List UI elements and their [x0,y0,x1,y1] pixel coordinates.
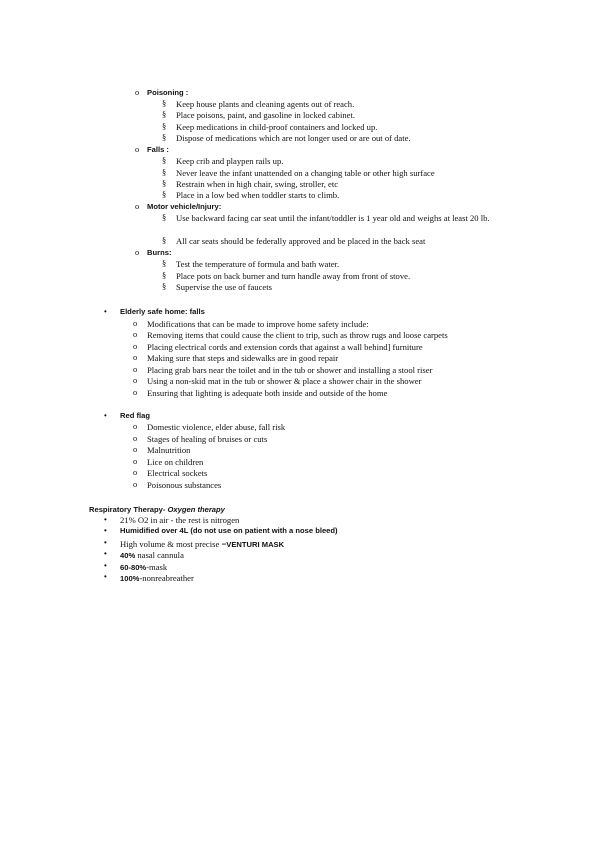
poisoning-heading: Poisoning : [147,88,189,97]
bullet-icon: • [104,307,107,316]
section-bullet-icon: § [162,168,167,177]
circle-bullet-icon: o [135,88,140,97]
list-item: Dispose of medications which are not longer used or are out of date. [176,133,411,143]
list-item-bold: 100% [120,574,140,583]
circle-bullet-icon: o [135,202,140,211]
list-item: Use backward facing car seat until the infant/toddler is 1 year old and weighs at least 20 lb. [176,213,490,223]
section-bullet-icon: § [162,122,167,131]
bullet-icon: • [104,538,107,547]
list-item: Poisonous substances [147,480,222,490]
list-item: Modifications that can be made to improve home safety include: [147,319,369,329]
section-bullet-icon: § [162,282,167,291]
respiratory-heading-main: Respiratory Therapy- [89,505,166,514]
elderly-heading: Elderly safe home: falls [120,307,205,316]
circle-bullet-icon: o [135,145,140,154]
section-bullet-icon: § [162,99,167,108]
bullet-icon: • [104,549,107,558]
circle-bullet-icon: o [133,376,138,385]
list-item-text: -mask [146,562,168,572]
section-bullet-icon: § [162,179,167,188]
circle-bullet-icon: o [133,342,138,351]
list-item: Ensuring that lighting is adequate both inside and outside of the home [147,388,388,398]
list-item-text: High volume & most precise = [120,539,227,549]
list-item: Supervise the use of faucets [176,282,272,292]
bullet-icon: • [104,411,107,420]
motor-vehicle-heading: Motor vehicle/Injury: [147,202,222,211]
list-item: Keep house plants and cleaning agents out of reach. [176,99,355,109]
section-bullet-icon: § [162,271,167,280]
circle-bullet-icon: o [135,248,140,257]
circle-bullet-icon: o [133,422,138,431]
list-item: Keep crib and playpen rails up. [176,156,284,166]
red-flag-heading: Red flag [120,411,150,420]
section-bullet-icon: § [162,133,167,142]
list-item-bold: 40% [120,551,136,560]
list-item-bold: VENTURI MASK [226,540,285,549]
circle-bullet-icon: o [133,445,138,454]
bullet-icon: • [104,561,107,570]
circle-bullet-icon: o [133,457,138,466]
list-item: Electrical sockets [147,468,208,478]
section-bullet-icon: § [162,213,167,222]
list-item: Placing electrical cords and extension cords that against a wall behind] furniture [147,342,423,352]
bullet-icon: • [104,572,107,581]
list-item [120,549,184,561]
list-item: 21% O2 in air - the rest is nitrogen [120,515,240,525]
section-bullet-icon: § [162,236,167,245]
burns-heading: Burns: [147,248,172,257]
list-item: Keep medications in child-proof containers and locked up. [176,122,378,132]
section-bullet-icon: § [162,190,167,199]
list-item: All car seats should be federally approved and be placed in the back seat [176,236,426,246]
section-bullet-icon: § [162,156,167,165]
list-item [120,572,194,584]
circle-bullet-icon: o [133,468,138,477]
section-bullet-icon: § [162,110,167,119]
bullet-icon: • [104,515,107,524]
respiratory-heading [89,503,225,515]
circle-bullet-icon: o [133,365,138,374]
list-item-text: -nonreabreather [139,573,194,583]
respiratory-heading-italic: Oxygen therapy [165,505,225,514]
list-item: Removing items that could cause the client to trip, such as throw rugs and loose carpets [147,330,448,340]
list-item: Domestic violence, elder abuse, fall risk [147,422,286,432]
circle-bullet-icon: o [133,480,138,489]
section-bullet-icon: § [162,259,167,268]
circle-bullet-icon: o [133,330,138,339]
list-item: Stages of healing of bruises or cuts [147,434,268,444]
bullet-icon: • [104,526,107,535]
list-item: Making sure that steps and sidewalks are in good repair [147,353,339,363]
list-item: Test the temperature of formula and bath water. [176,259,340,269]
list-item-text: nasal cannula [135,550,184,560]
list-item: Never leave the infant unattended on a changing table or other high surface [176,168,435,178]
list-item: Place poisons, paint, and gasoline in locked cabinet. [176,110,355,120]
circle-bullet-icon: o [133,353,138,362]
list-item: Restrain when in high chair, swing, stroller, etc [176,179,339,189]
list-item: Place pots on back burner and turn handle away from front of stove. [176,271,411,281]
list-item: Malnutrition [147,445,191,455]
list-item: Humidified over 4L (do not use on patient with a nose bleed) [120,526,338,535]
circle-bullet-icon: o [133,434,138,443]
list-item: Placing grab bars near the toilet and in the tub or shower and installing a stool riser [147,365,433,375]
falls-heading: Falls : [147,145,169,154]
list-item: Using a non-skid mat in the tub or shower & place a shower chair in the shower [147,376,422,386]
list-item-bold: 60-80% [120,563,147,572]
list-item: Place in a low bed when toddler starts to climb. [176,190,340,200]
circle-bullet-icon: o [133,388,138,397]
list-item: Lice on children [147,457,204,467]
circle-bullet-icon: o [133,319,138,328]
